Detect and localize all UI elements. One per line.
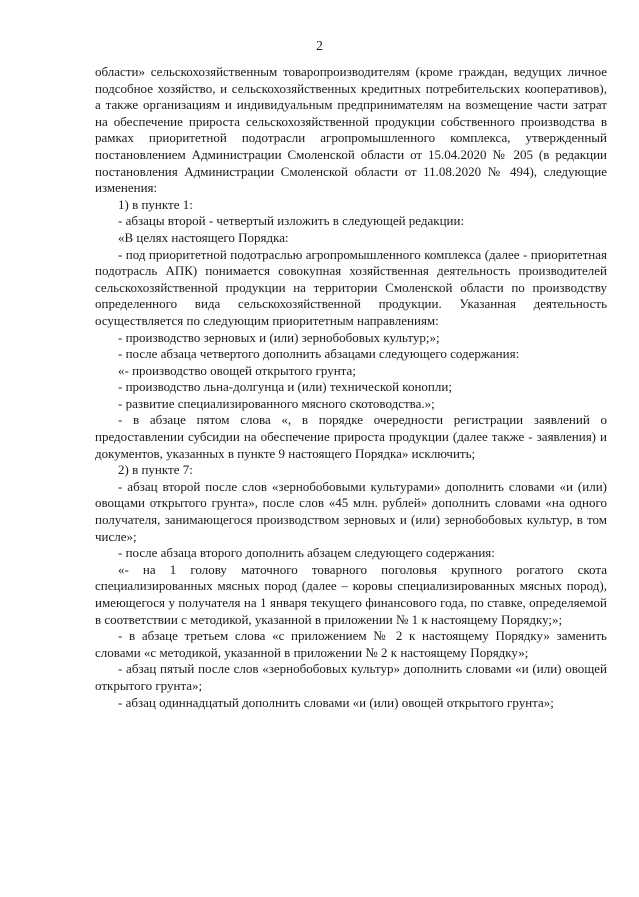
paragraph: «- на 1 голову маточного товарного поголовья крупного рогатого скота специализированных мясных пород (далее – коровы специализированных мясных пород), имеющегося у получателя на 1 января текущего финансового года, по ставке, определяемой в соответствии с методикой, указанной в приложении № 1 к настоящему Порядку;»; — [95, 561, 607, 627]
paragraph: области» сельскохозяйственным товаропроизводителям (кроме граждан, ведущих личное подсобное хозяйство, и сельскохозяйственных кредитных потребительских кооперативов), а также организациям и индивидуальным предпринимателям на возмещение части затрат на обеспечение прироста сельскохозяйственной продукции собственного производства в рамках приоритетной подотрасли агропромышленного комплекса, утвержденный постановлением Администрации Смоленской области от 15.04.2020 № 205 (в редакции постановления Администрации Смоленской области от 11.08.2020 № 494), следующие изменения: — [95, 64, 607, 196]
paragraph: - в абзаце пятом слова «, в порядке очередности регистрации заявлений о предоставлении субсидии на обеспечение прироста продукции (далее также - заявления) и документов, указанных в пункте 9 настоящего Порядка» исключить; — [95, 412, 607, 461]
paragraph: - в абзаце третьем слова «с приложением № 2 к настоящему Порядку» заменить словами «с методикой, указанной в приложении № 2 к настоящему Порядку»; — [95, 628, 607, 660]
document-body — [95, 64, 607, 711]
paragraph: - после абзаца второго дополнить абзацем следующего содержания: — [118, 545, 495, 561]
paragraph: 1) в пункте 1: — [118, 196, 193, 212]
paragraph: - производство льна-долгунца и (или) технической конопли; — [118, 379, 452, 395]
paragraph: «В целях настоящего Порядка: — [118, 229, 289, 245]
paragraph: - производство зерновых и (или) зернобобовых культур;»; — [118, 329, 440, 345]
paragraph: - под приоритетной подотраслью агропромышленного комплекса (далее - приоритетная подотрасль АПК) понимается совокупная хозяйственная деятельность производителей сельскохозяйственной продукции на территории Смоленской области по производству определенного вида сельскохозяйственной продукции. Указанная деятельность осуществляется по следующим приоритетным направлениям: — [95, 246, 607, 328]
paragraph: - абзац пятый после слов «зернобобовых культур» дополнить словами «и (или) овощей открытого грунта»; — [95, 661, 607, 693]
paragraph: - абзац одиннадцатый дополнить словами «и (или) овощей открытого грунта»; — [118, 694, 554, 710]
paragraph: - абзац второй после слов «зернобобовыми культурами» дополнить словами «и (или) овощами открытого грунта», после слов «45 млн. рублей» дополнить словами «на одного получателя, занимающегося производством зерновых и (или) зернобобовых культур, в том числе»; — [95, 478, 607, 544]
paragraph: 2) в пункте 7: — [118, 462, 193, 478]
paragraph: - после абзаца четвертого дополнить абзацами следующего содержания: — [118, 346, 520, 362]
paragraph: - развитие специализированного мясного скотоводства.»; — [118, 395, 435, 411]
paragraph: «- производство овощей открытого грунта; — [118, 362, 356, 378]
page-number: 2 — [316, 38, 323, 53]
paragraph: - абзацы второй - четвертый изложить в следующей редакции: — [118, 213, 465, 229]
